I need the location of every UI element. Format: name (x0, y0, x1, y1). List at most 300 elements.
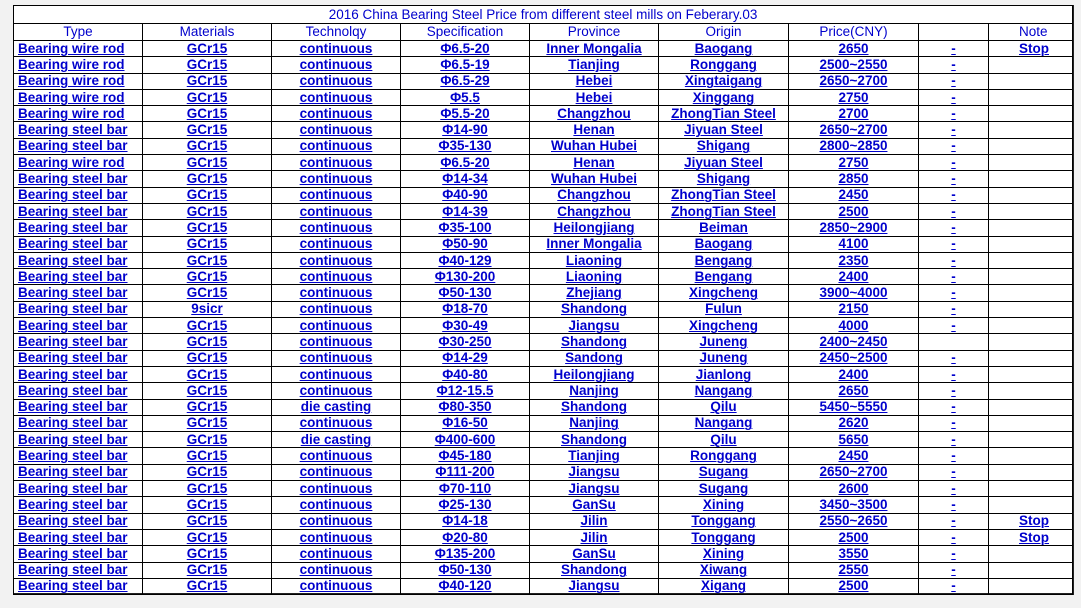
cell-dash[interactable]: - (919, 269, 989, 285)
cell-province[interactable]: Jilin (530, 513, 659, 529)
cell-material[interactable]: GCr15 (143, 89, 272, 105)
header-materials[interactable]: Materials (143, 24, 272, 41)
cell-origin[interactable]: Shigang (659, 171, 789, 187)
cell-technology[interactable]: continuous (272, 464, 401, 480)
cell-province[interactable]: GanSu (530, 546, 659, 562)
cell-type[interactable]: Bearing steel bar (14, 448, 143, 464)
cell-material[interactable]: 9sicr (143, 301, 272, 317)
cell-type[interactable]: Bearing steel bar (14, 285, 143, 301)
cell-dash[interactable]: - (919, 73, 989, 89)
cell-type[interactable]: Bearing wire rod (14, 155, 143, 171)
cell-dash[interactable]: - (919, 236, 989, 252)
cell-note[interactable]: Stop (989, 529, 1073, 545)
cell-technology[interactable]: die casting (272, 399, 401, 415)
cell-technology[interactable]: continuous (272, 318, 401, 334)
cell-specification[interactable]: Φ40-80 (401, 366, 530, 382)
cell-origin[interactable]: Nangang (659, 383, 789, 399)
cell-origin[interactable]: Xinggang (659, 89, 789, 105)
cell-price[interactable]: 2850 (789, 171, 919, 187)
cell-material[interactable]: GCr15 (143, 399, 272, 415)
cell-specification[interactable]: Φ135-200 (401, 546, 530, 562)
cell-origin[interactable]: Jiyuan Steel (659, 155, 789, 171)
cell-note[interactable] (989, 334, 1073, 350)
cell-province[interactable]: Sandong (530, 350, 659, 366)
cell-technology[interactable]: continuous (272, 350, 401, 366)
cell-origin[interactable]: Nangang (659, 415, 789, 431)
cell-origin[interactable]: Xining (659, 546, 789, 562)
header-type[interactable]: Type (14, 24, 143, 41)
cell-province[interactable]: Jiangsu (530, 481, 659, 497)
cell-origin[interactable]: Ronggang (659, 448, 789, 464)
cell-dash[interactable]: - (919, 464, 989, 480)
cell-dash[interactable]: - (919, 106, 989, 122)
cell-price[interactable]: 2500 (789, 578, 919, 594)
cell-origin[interactable]: Qilu (659, 399, 789, 415)
cell-price[interactable]: 3550 (789, 546, 919, 562)
cell-origin[interactable]: Xigang (659, 578, 789, 594)
cell-province[interactable]: Tianjing (530, 57, 659, 73)
cell-dash[interactable]: - (919, 383, 989, 399)
cell-note[interactable] (989, 252, 1073, 268)
cell-province[interactable]: Inner Mongalia (530, 41, 659, 57)
cell-type[interactable]: Bearing steel bar (14, 546, 143, 562)
cell-type[interactable]: Bearing wire rod (14, 89, 143, 105)
cell-province[interactable]: Inner Mongalia (530, 236, 659, 252)
cell-type[interactable]: Bearing steel bar (14, 334, 143, 350)
cell-note[interactable] (989, 562, 1073, 578)
cell-province[interactable]: Shandong (530, 301, 659, 317)
cell-type[interactable]: Bearing steel bar (14, 203, 143, 219)
cell-material[interactable]: GCr15 (143, 529, 272, 545)
cell-specification[interactable]: Φ50-90 (401, 236, 530, 252)
cell-dash[interactable]: - (919, 415, 989, 431)
header-origin[interactable]: Origin (659, 24, 789, 41)
cell-origin[interactable]: Xingcheng (659, 318, 789, 334)
cell-origin[interactable]: Xingcheng (659, 285, 789, 301)
cell-province[interactable]: Changzhou (530, 106, 659, 122)
cell-technology[interactable]: continuous (272, 497, 401, 513)
cell-technology[interactable]: continuous (272, 203, 401, 219)
cell-origin[interactable]: Fulun (659, 301, 789, 317)
cell-material[interactable]: GCr15 (143, 171, 272, 187)
cell-note[interactable] (989, 220, 1073, 236)
cell-province[interactable]: GanSu (530, 497, 659, 513)
cell-province[interactable]: Heilongjiang (530, 220, 659, 236)
cell-dash[interactable]: - (919, 285, 989, 301)
cell-price[interactable]: 2150 (789, 301, 919, 317)
cell-province[interactable]: Henan (530, 122, 659, 138)
cell-price[interactable]: 2550~2650 (789, 513, 919, 529)
cell-material[interactable]: GCr15 (143, 57, 272, 73)
cell-province[interactable]: Shandong (530, 562, 659, 578)
cell-origin[interactable]: Xiwang (659, 562, 789, 578)
cell-dash[interactable]: - (919, 220, 989, 236)
cell-specification[interactable]: Φ20-80 (401, 529, 530, 545)
cell-technology[interactable]: continuous (272, 562, 401, 578)
cell-price[interactable]: 2700 (789, 106, 919, 122)
header-price[interactable]: Price(CNY) (789, 24, 919, 41)
cell-province[interactable]: Changzhou (530, 187, 659, 203)
cell-origin[interactable]: Sugang (659, 481, 789, 497)
cell-origin[interactable]: Jiyuan Steel (659, 122, 789, 138)
cell-type[interactable]: Bearing steel bar (14, 138, 143, 154)
cell-specification[interactable]: Φ6.5-20 (401, 41, 530, 57)
cell-dash[interactable]: - (919, 155, 989, 171)
cell-province[interactable]: Jilin (530, 529, 659, 545)
cell-material[interactable]: GCr15 (143, 481, 272, 497)
cell-technology[interactable]: continuous (272, 513, 401, 529)
cell-technology[interactable]: continuous (272, 334, 401, 350)
cell-technology[interactable]: continuous (272, 138, 401, 154)
cell-type[interactable]: Bearing steel bar (14, 122, 143, 138)
cell-dash[interactable]: - (919, 578, 989, 594)
cell-note[interactable] (989, 236, 1073, 252)
cell-note[interactable] (989, 578, 1073, 594)
cell-type[interactable]: Bearing steel bar (14, 562, 143, 578)
cell-type[interactable]: Bearing wire rod (14, 73, 143, 89)
cell-province[interactable]: Nanjing (530, 383, 659, 399)
cell-technology[interactable]: continuous (272, 578, 401, 594)
cell-type[interactable]: Bearing wire rod (14, 41, 143, 57)
cell-material[interactable]: GCr15 (143, 41, 272, 57)
cell-note[interactable] (989, 481, 1073, 497)
cell-material[interactable]: GCr15 (143, 334, 272, 350)
header-province[interactable]: Province (530, 24, 659, 41)
cell-note[interactable] (989, 301, 1073, 317)
cell-dash[interactable]: - (919, 350, 989, 366)
cell-note[interactable] (989, 57, 1073, 73)
cell-specification[interactable]: Φ40-129 (401, 252, 530, 268)
cell-province[interactable]: Shandong (530, 399, 659, 415)
cell-price[interactable]: 2600 (789, 481, 919, 497)
cell-material[interactable]: GCr15 (143, 546, 272, 562)
cell-note[interactable] (989, 464, 1073, 480)
cell-province[interactable]: Shandong (530, 334, 659, 350)
cell-specification[interactable]: Φ70-110 (401, 481, 530, 497)
cell-province[interactable]: Shandong (530, 432, 659, 448)
cell-dash[interactable]: - (919, 171, 989, 187)
cell-technology[interactable]: continuous (272, 448, 401, 464)
cell-note[interactable] (989, 106, 1073, 122)
cell-technology[interactable]: continuous (272, 529, 401, 545)
cell-technology[interactable]: continuous (272, 546, 401, 562)
cell-province[interactable]: Zhejiang (530, 285, 659, 301)
cell-dash[interactable]: - (919, 497, 989, 513)
cell-technology[interactable]: continuous (272, 89, 401, 105)
cell-note[interactable] (989, 415, 1073, 431)
cell-specification[interactable]: Φ18-70 (401, 301, 530, 317)
cell-origin[interactable]: Juneng (659, 334, 789, 350)
cell-origin[interactable]: ZhongTian Steel (659, 203, 789, 219)
cell-material[interactable]: GCr15 (143, 350, 272, 366)
cell-specification[interactable]: Φ16-50 (401, 415, 530, 431)
cell-price[interactable]: 2850~2900 (789, 220, 919, 236)
cell-price[interactable]: 2650~2700 (789, 122, 919, 138)
cell-province[interactable]: Liaoning (530, 252, 659, 268)
cell-specification[interactable]: Φ80-350 (401, 399, 530, 415)
cell-note[interactable] (989, 73, 1073, 89)
cell-price[interactable]: 2500 (789, 203, 919, 219)
cell-specification[interactable]: Φ45-180 (401, 448, 530, 464)
cell-specification[interactable]: Φ5.5 (401, 89, 530, 105)
cell-specification[interactable]: Φ6.5-29 (401, 73, 530, 89)
cell-origin[interactable]: Tonggang (659, 529, 789, 545)
cell-material[interactable]: GCr15 (143, 562, 272, 578)
cell-specification[interactable]: Φ111-200 (401, 464, 530, 480)
cell-price[interactable]: 2450~2500 (789, 350, 919, 366)
header-specification[interactable]: Specification (401, 24, 530, 41)
cell-province[interactable]: Jiangsu (530, 578, 659, 594)
cell-price[interactable]: 2450 (789, 187, 919, 203)
cell-origin[interactable]: Tonggang (659, 513, 789, 529)
cell-material[interactable]: GCr15 (143, 236, 272, 252)
cell-origin[interactable]: Beiman (659, 220, 789, 236)
cell-price[interactable]: 2500 (789, 529, 919, 545)
cell-price[interactable]: 2550 (789, 562, 919, 578)
cell-type[interactable]: Bearing steel bar (14, 513, 143, 529)
header-note[interactable]: Note (989, 24, 1073, 41)
cell-type[interactable]: Bearing wire rod (14, 57, 143, 73)
cell-type[interactable]: Bearing steel bar (14, 497, 143, 513)
cell-price[interactable]: 2450 (789, 448, 919, 464)
cell-specification[interactable]: Φ40-120 (401, 578, 530, 594)
cell-specification[interactable]: Φ6.5-19 (401, 57, 530, 73)
cell-origin[interactable]: Ronggang (659, 57, 789, 73)
cell-specification[interactable]: Φ400-600 (401, 432, 530, 448)
cell-material[interactable]: GCr15 (143, 415, 272, 431)
cell-origin[interactable]: Sugang (659, 464, 789, 480)
cell-material[interactable]: GCr15 (143, 138, 272, 154)
header-blank[interactable] (919, 24, 989, 41)
cell-material[interactable]: GCr15 (143, 383, 272, 399)
cell-price[interactable]: 2620 (789, 415, 919, 431)
cell-specification[interactable]: Φ14-34 (401, 171, 530, 187)
cell-province[interactable]: Liaoning (530, 269, 659, 285)
cell-technology[interactable]: continuous (272, 383, 401, 399)
cell-price[interactable]: 2650~2700 (789, 73, 919, 89)
cell-origin[interactable]: Bengang (659, 252, 789, 268)
cell-type[interactable]: Bearing steel bar (14, 301, 143, 317)
cell-technology[interactable]: continuous (272, 187, 401, 203)
cell-material[interactable]: GCr15 (143, 497, 272, 513)
cell-material[interactable]: GCr15 (143, 513, 272, 529)
cell-technology[interactable]: continuous (272, 155, 401, 171)
cell-note[interactable]: Stop (989, 41, 1073, 57)
cell-dash[interactable]: - (919, 529, 989, 545)
cell-province[interactable]: Nanjing (530, 415, 659, 431)
cell-material[interactable]: GCr15 (143, 220, 272, 236)
cell-dash[interactable]: - (919, 203, 989, 219)
cell-dash[interactable]: - (919, 57, 989, 73)
cell-material[interactable]: GCr15 (143, 122, 272, 138)
cell-material[interactable]: GCr15 (143, 448, 272, 464)
cell-province[interactable]: Hebei (530, 73, 659, 89)
cell-dash[interactable]: - (919, 366, 989, 382)
cell-specification[interactable]: Φ30-49 (401, 318, 530, 334)
cell-type[interactable]: Bearing steel bar (14, 399, 143, 415)
cell-material[interactable]: GCr15 (143, 187, 272, 203)
cell-price[interactable]: 2350 (789, 252, 919, 268)
cell-specification[interactable]: Φ6.5-20 (401, 155, 530, 171)
cell-origin[interactable]: Baogang (659, 41, 789, 57)
cell-material[interactable]: GCr15 (143, 464, 272, 480)
cell-note[interactable] (989, 497, 1073, 513)
cell-material[interactable]: GCr15 (143, 432, 272, 448)
cell-province[interactable]: Heilongjiang (530, 366, 659, 382)
cell-material[interactable]: GCr15 (143, 318, 272, 334)
cell-dash[interactable]: - (919, 562, 989, 578)
cell-note[interactable] (989, 89, 1073, 105)
cell-type[interactable]: Bearing steel bar (14, 350, 143, 366)
cell-technology[interactable]: continuous (272, 415, 401, 431)
cell-dash[interactable] (919, 334, 989, 350)
cell-price[interactable]: 2400 (789, 269, 919, 285)
cell-specification[interactable]: Φ14-90 (401, 122, 530, 138)
cell-price[interactable]: 2650 (789, 41, 919, 57)
cell-type[interactable]: Bearing steel bar (14, 383, 143, 399)
cell-material[interactable]: GCr15 (143, 252, 272, 268)
cell-dash[interactable]: - (919, 187, 989, 203)
cell-dash[interactable]: - (919, 41, 989, 57)
cell-technology[interactable]: continuous (272, 301, 401, 317)
cell-price[interactable]: 2750 (789, 155, 919, 171)
cell-province[interactable]: Jiangsu (530, 464, 659, 480)
cell-origin[interactable]: Bengang (659, 269, 789, 285)
cell-origin[interactable]: ZhongTian Steel (659, 187, 789, 203)
cell-price[interactable]: 3450~3500 (789, 497, 919, 513)
cell-dash[interactable]: - (919, 481, 989, 497)
cell-dash[interactable]: - (919, 138, 989, 154)
cell-material[interactable]: GCr15 (143, 285, 272, 301)
cell-type[interactable]: Bearing steel bar (14, 269, 143, 285)
cell-dash[interactable]: - (919, 252, 989, 268)
cell-type[interactable]: Bearing steel bar (14, 432, 143, 448)
cell-note[interactable] (989, 432, 1073, 448)
cell-origin[interactable]: Baogang (659, 236, 789, 252)
cell-technology[interactable]: continuous (272, 285, 401, 301)
cell-technology[interactable]: continuous (272, 236, 401, 252)
cell-type[interactable]: Bearing steel bar (14, 220, 143, 236)
cell-price[interactable]: 4100 (789, 236, 919, 252)
cell-note[interactable] (989, 399, 1073, 415)
cell-specification[interactable]: Φ14-18 (401, 513, 530, 529)
cell-technology[interactable]: continuous (272, 41, 401, 57)
cell-price[interactable]: 2500~2550 (789, 57, 919, 73)
cell-price[interactable]: 2650~2700 (789, 464, 919, 480)
cell-note[interactable] (989, 269, 1073, 285)
cell-type[interactable]: Bearing steel bar (14, 318, 143, 334)
cell-note[interactable] (989, 203, 1073, 219)
cell-material[interactable]: GCr15 (143, 366, 272, 382)
cell-note[interactable] (989, 171, 1073, 187)
cell-province[interactable]: Henan (530, 155, 659, 171)
cell-technology[interactable]: continuous (272, 481, 401, 497)
table-title[interactable]: 2016 China Bearing Steel Price from different steel mills on Feberary.03 (14, 6, 1073, 24)
cell-note[interactable]: Stop (989, 513, 1073, 529)
cell-dash[interactable]: - (919, 89, 989, 105)
cell-material[interactable]: GCr15 (143, 106, 272, 122)
cell-origin[interactable]: Xingtaigang (659, 73, 789, 89)
cell-province[interactable]: Wuhan Hubei (530, 138, 659, 154)
cell-price[interactable]: 2650 (789, 383, 919, 399)
cell-note[interactable] (989, 187, 1073, 203)
cell-type[interactable]: Bearing steel bar (14, 187, 143, 203)
cell-note[interactable] (989, 448, 1073, 464)
cell-price[interactable]: 3900~4000 (789, 285, 919, 301)
cell-technology[interactable]: continuous (272, 252, 401, 268)
cell-type[interactable]: Bearing steel bar (14, 578, 143, 594)
cell-note[interactable] (989, 366, 1073, 382)
cell-type[interactable]: Bearing steel bar (14, 464, 143, 480)
cell-technology[interactable]: continuous (272, 122, 401, 138)
cell-origin[interactable]: Xining (659, 497, 789, 513)
cell-specification[interactable]: Φ14-29 (401, 350, 530, 366)
cell-dash[interactable]: - (919, 513, 989, 529)
cell-province[interactable]: Tianjing (530, 448, 659, 464)
cell-type[interactable]: Bearing steel bar (14, 171, 143, 187)
cell-specification[interactable]: Φ14-39 (401, 203, 530, 219)
cell-type[interactable]: Bearing steel bar (14, 366, 143, 382)
cell-specification[interactable]: Φ12-15.5 (401, 383, 530, 399)
cell-note[interactable] (989, 546, 1073, 562)
cell-technology[interactable]: continuous (272, 269, 401, 285)
cell-origin[interactable]: Qilu (659, 432, 789, 448)
cell-dash[interactable]: - (919, 448, 989, 464)
cell-origin[interactable]: ZhongTian Steel (659, 106, 789, 122)
cell-specification[interactable]: Φ50-130 (401, 562, 530, 578)
cell-price[interactable]: 2750 (789, 89, 919, 105)
cell-specification[interactable]: Φ25-130 (401, 497, 530, 513)
cell-province[interactable]: Wuhan Hubei (530, 171, 659, 187)
cell-province[interactable]: Hebei (530, 89, 659, 105)
cell-note[interactable] (989, 138, 1073, 154)
cell-dash[interactable]: - (919, 432, 989, 448)
cell-specification[interactable]: Φ35-100 (401, 220, 530, 236)
cell-province[interactable]: Jiangsu (530, 318, 659, 334)
cell-type[interactable]: Bearing steel bar (14, 529, 143, 545)
cell-origin[interactable]: Jianlong (659, 366, 789, 382)
cell-specification[interactable]: Φ35-130 (401, 138, 530, 154)
cell-specification[interactable]: Φ130-200 (401, 269, 530, 285)
cell-material[interactable]: GCr15 (143, 155, 272, 171)
cell-price[interactable]: 5650 (789, 432, 919, 448)
cell-price[interactable]: 5450~5550 (789, 399, 919, 415)
cell-origin[interactable]: Shigang (659, 138, 789, 154)
cell-specification[interactable]: Φ5.5-20 (401, 106, 530, 122)
cell-dash[interactable]: - (919, 122, 989, 138)
cell-note[interactable] (989, 383, 1073, 399)
cell-province[interactable]: Changzhou (530, 203, 659, 219)
cell-dash[interactable]: - (919, 546, 989, 562)
cell-type[interactable]: Bearing steel bar (14, 415, 143, 431)
cell-price[interactable]: 2400~2450 (789, 334, 919, 350)
cell-technology[interactable]: continuous (272, 366, 401, 382)
cell-note[interactable] (989, 155, 1073, 171)
cell-technology[interactable]: continuous (272, 73, 401, 89)
cell-technology[interactable]: die casting (272, 432, 401, 448)
cell-note[interactable] (989, 350, 1073, 366)
cell-price[interactable]: 2800~2850 (789, 138, 919, 154)
cell-note[interactable] (989, 285, 1073, 301)
cell-specification[interactable]: Φ50-130 (401, 285, 530, 301)
cell-specification[interactable]: Φ30-250 (401, 334, 530, 350)
cell-material[interactable]: GCr15 (143, 203, 272, 219)
cell-dash[interactable]: - (919, 318, 989, 334)
cell-technology[interactable]: continuous (272, 171, 401, 187)
cell-material[interactable]: GCr15 (143, 578, 272, 594)
cell-type[interactable]: Bearing steel bar (14, 481, 143, 497)
header-technology[interactable]: Technolqy (272, 24, 401, 41)
